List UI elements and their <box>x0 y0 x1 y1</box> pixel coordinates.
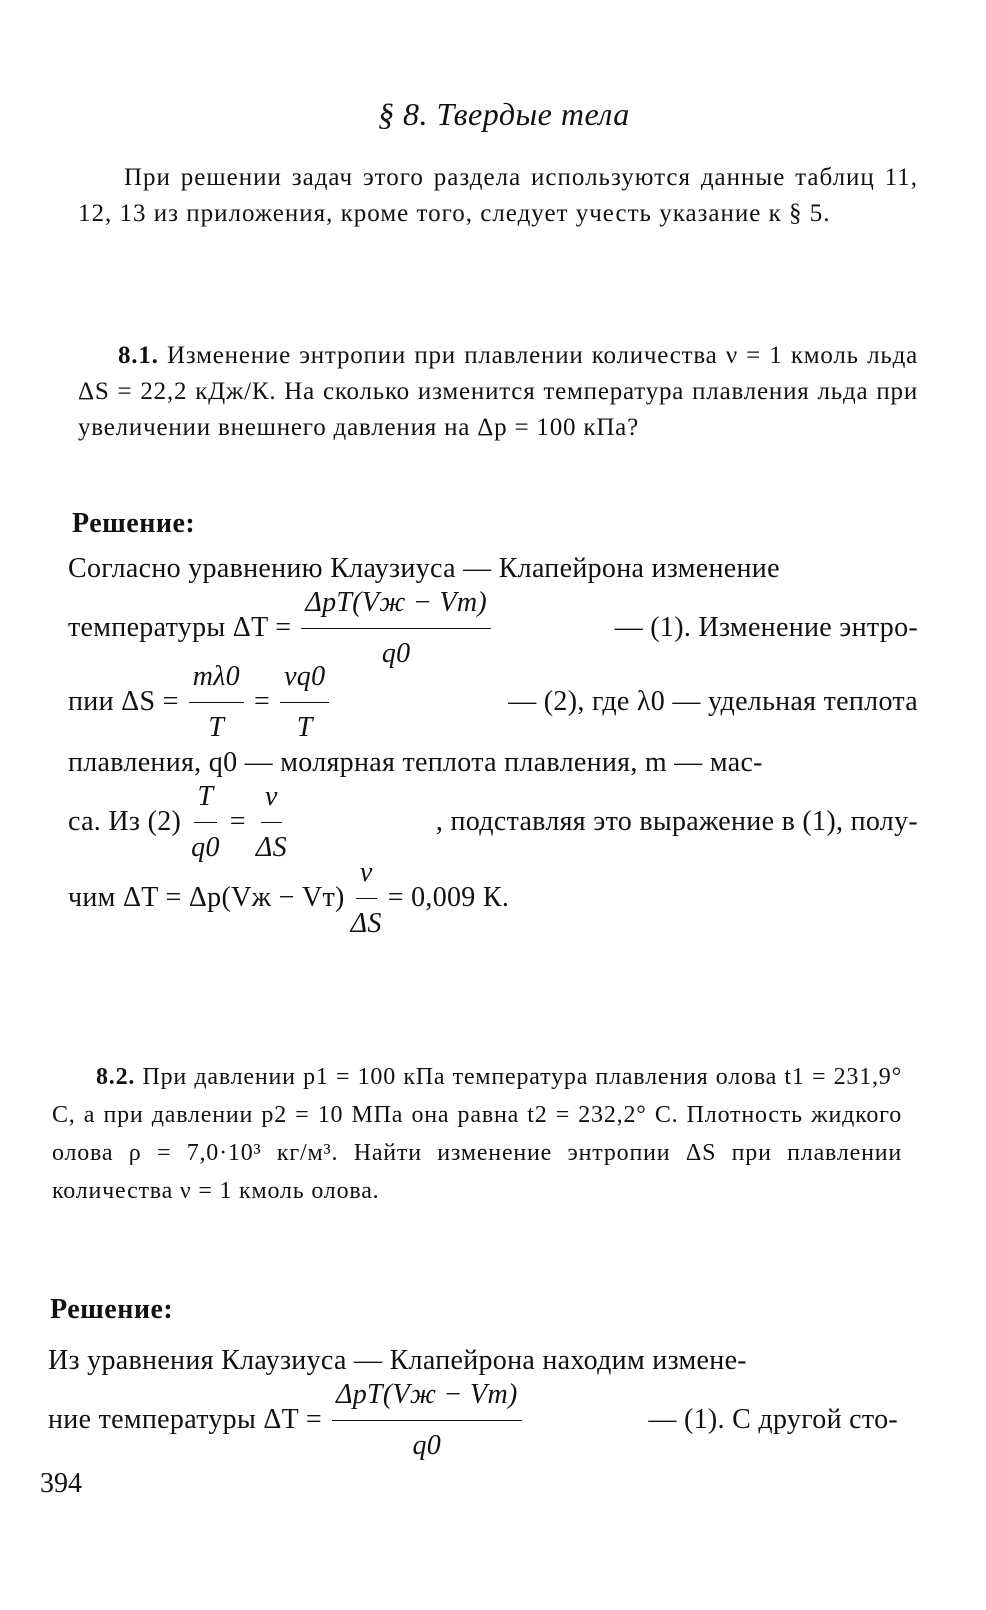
page-number: 394 <box>40 1468 82 1499</box>
solution-8-1 <box>68 546 918 938</box>
formula-fraction: $\frac{\text{ΔpT(Vж − Vт)}}{q0}$ <box>332 1372 522 1469</box>
solution-text: = 0,009 К. <box>387 882 510 913</box>
solution-text: температуры ΔT = <box>68 612 292 643</box>
problem-number: 8.2. <box>96 1064 136 1090</box>
solution-text: , подставляя это выражение в (1), полу- <box>435 806 918 837</box>
problem-8-2 <box>52 1058 902 1210</box>
solution-line <box>48 1378 898 1461</box>
formula-fraction: $\frac{\text{ΔpT(Vж − Vт)}}{q0}$ <box>301 580 491 677</box>
problem-text: При давлении p1 = 100 кПа температура плавления олова t1 = 231,9° C, а при давлении p2 = 10 МПа она равна t2 = 232,2° C. Плотность жидкого олова ρ = 7,0·10³ кг/м³. Найти изменение энтропии ΔS при плавлении количества ν = 1 кмоль олова. <box>52 1064 902 1204</box>
formula-fraction: $\frac{T}{q0}$ <box>191 774 220 871</box>
formula-fraction: $\frac{\nu q0}{T}$ <box>280 654 329 751</box>
solution-heading: Решение: <box>50 1294 174 1325</box>
solution-text: чим ΔT = Δp(Vж − Vт) <box>68 882 345 913</box>
solution-line: пии ΔS = $\frac{m\lambda 0}{T}$ = $\frac{\nu q0}{T}$ — (2), где λ0 — удельная теплота <box>68 664 918 740</box>
intro-paragraph: При решении задач этого раздела используются данные таблиц 11, 12, 13 из приложения, кроме того, следует учесть указание к § 5. <box>78 164 918 227</box>
solution-text: — (1). Изменение энтро- <box>614 612 918 643</box>
formula-fraction: $\frac{m\lambda 0}{T}$ <box>189 654 244 751</box>
solution-line <box>68 858 918 938</box>
solution-text: са. Из (2) <box>68 806 182 837</box>
problem-number: 8.1. <box>118 342 159 369</box>
solution-text: — (2), где λ0 — удельная теплота <box>508 686 918 717</box>
problem-8-1 <box>78 338 918 446</box>
formula-fraction: $\frac{\nu}{\Delta S}$ <box>351 850 382 947</box>
solution-text: Согласно уравнению Клаузиуса — Клапейрона изменение <box>68 553 780 584</box>
solution-line: са. Из (2) $\frac{T}{q0}$ = $\frac{\nu}{\Delta S}$ , подставляя это выражение в (1), полу- <box>68 786 918 858</box>
problem-text: Изменение энтропии при плавлении количества ν = 1 кмоль льда ΔS = 22,2 кДж/К. На сколько изменится температура плавления льда при увеличении внешнего давления на Δp = 100 кПа? <box>78 342 918 441</box>
solution-text: ние температуры ΔT = <box>48 1404 322 1435</box>
solution-8-2 <box>48 1338 898 1461</box>
solution-text: плавления, q0 — молярная теплота плавления, m — мас- <box>68 747 763 778</box>
section-title: § 8. Твердые тела <box>378 96 630 132</box>
solution-text: Из уравнения Клаузиуса — Клапейрона находим измене- <box>48 1345 747 1376</box>
solution-text: пии ΔS = <box>68 686 179 717</box>
solution-heading: Решение: <box>72 508 196 539</box>
formula-fraction: $\frac{\nu}{\Delta S}$ <box>256 774 287 871</box>
solution-text: — (1). С другой сто- <box>648 1404 898 1435</box>
